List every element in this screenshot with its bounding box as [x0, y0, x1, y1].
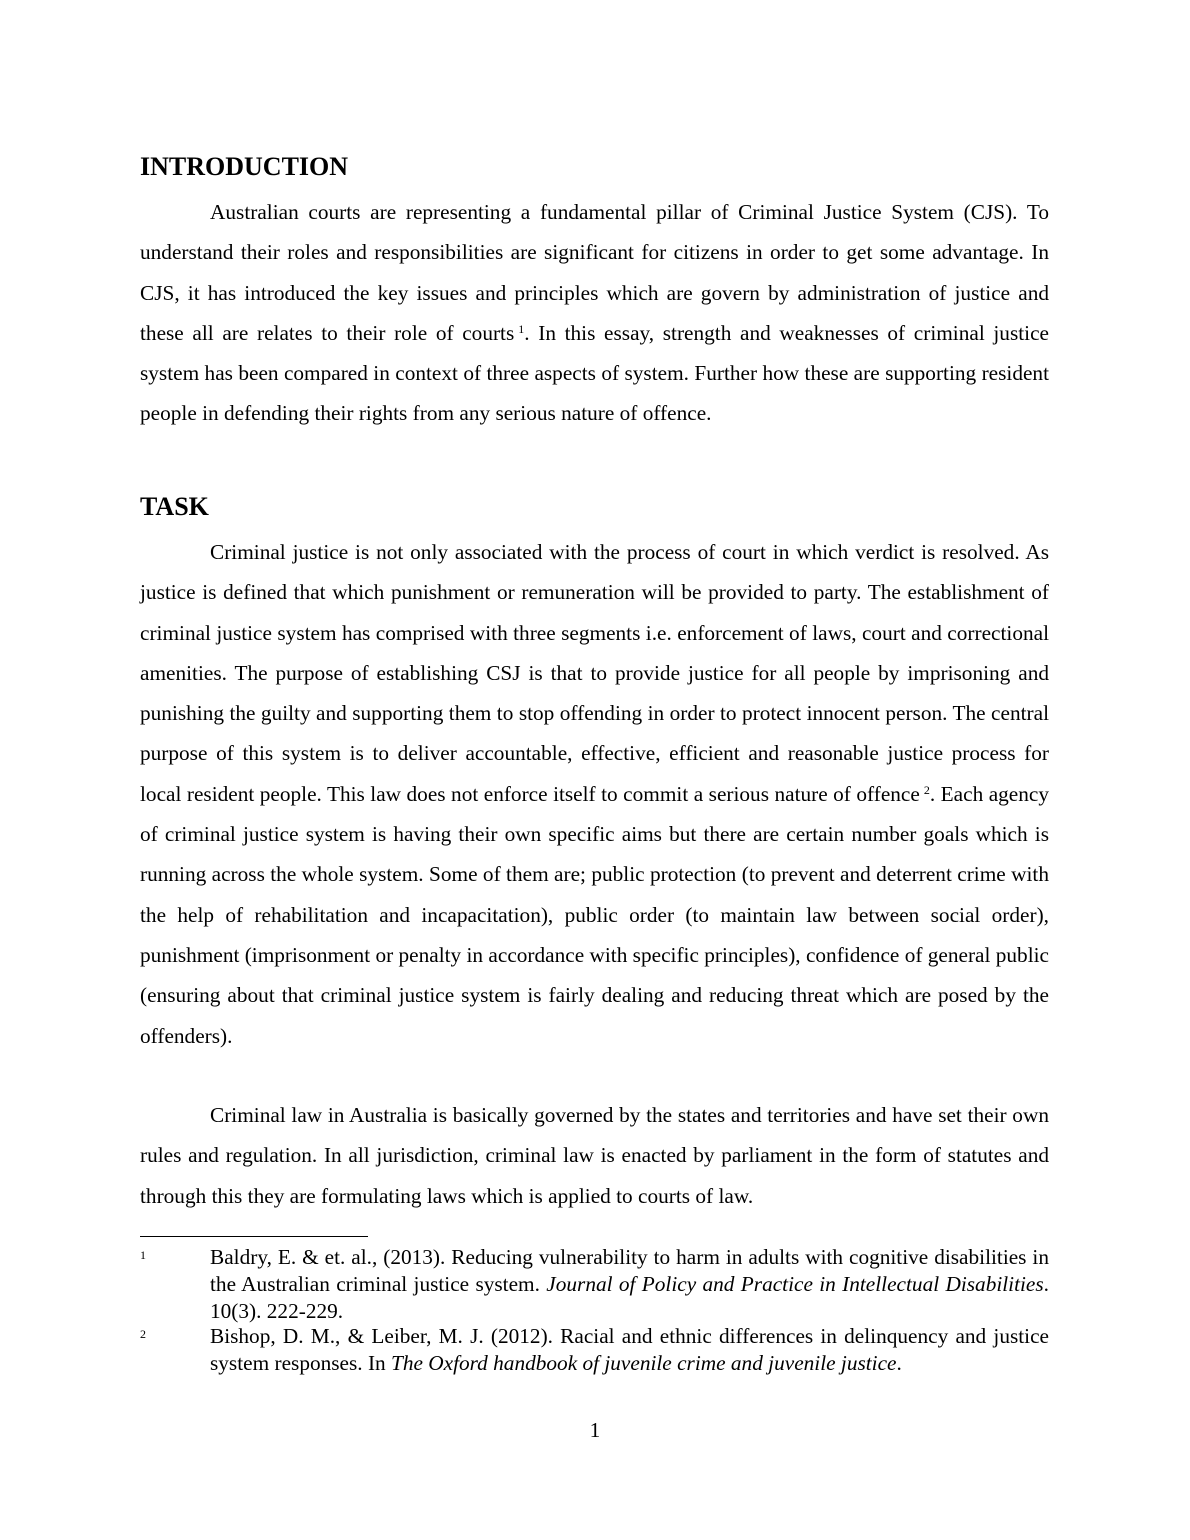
task-paragraph-1: [140, 532, 1049, 1056]
footnote-citation: Bishop, D. M., & Leiber, M. J. (2012). Racial and ethnic differences in delinquency and justice system responses. In: [210, 1324, 1049, 1375]
footnote-book-title: The Oxford handbook of juvenile crime and juvenile justice: [391, 1351, 897, 1375]
footnote-number: 2: [140, 1327, 146, 1341]
task-text-part2: . Each agency of criminal justice system is having their own specific aims but there are certain number goals which is running across the whole system. Some of them are; public protection (to prevent and deterrent crime with the help of rehabilitation and incapacitation), public order (to maintain law between social order), punishment (imprisonment or penalty in accordance with specific principles), confidence of general public (ensuring about that criminal justice system is fairly dealing and reducing threat which are posed by the offenders).: [140, 781, 1049, 1048]
footnote-citation-end: . 10(3). 222-229.: [210, 1272, 1049, 1323]
footnote-citation: Baldry, E. & et. al., (2013). Reducing vulnerability to harm in adults with cognitive disabilities in the Australian criminal justice system.: [210, 1245, 1049, 1296]
task-paragraph-2: Criminal law in Australia is basically governed by the states and territories and have set their own rules and regulation. In all jurisdiction, criminal law is enacted by parliament in the form of statutes and through this they are formulating laws which is applied to courts of law.: [140, 1103, 1049, 1208]
footnote-2: [140, 1323, 1049, 1377]
footnote-journal-title: Journal of Policy and Practice in Intellectual Disabilities: [546, 1272, 1044, 1296]
page-number: 1: [589, 1418, 601, 1442]
footnote-reference-1[interactable]: 1: [518, 321, 525, 336]
task-heading: TASK: [140, 492, 209, 521]
footnote-number: 1: [140, 1248, 146, 1262]
introduction-text-part2: . In this essay, strength and weaknesses of criminal justice system has been compared in context of three aspects of system. Further how these are supporting resident people in defending their rights from any serious nature of offence.: [140, 320, 1049, 426]
introduction-heading: INTRODUCTION: [140, 152, 349, 181]
introduction-paragraph: [140, 192, 1049, 434]
footnote-citation-end: .: [896, 1351, 902, 1375]
footnote-text: [210, 1323, 1049, 1377]
footnote-separator: [140, 1236, 368, 1237]
footnote-text: [210, 1244, 1049, 1325]
footnote-1: [140, 1244, 1049, 1325]
introduction-text-part1: Australian courts are representing a fundamental pillar of Criminal Justice System (CJS). To understand their roles and responsibilities are significant for citizens in order to get some advantage. In CJS, it has introduced the key issues and principles which are govern by administration of justice and these all are relates to their role of courts: [140, 200, 1049, 345]
task-text-part1: Criminal justice is not only associated with the process of court in which verdict is resolved. As justice is defined that which punishment or remuneration will be provided to party. The establishment of criminal justice system has comprised with three segments i.e. enforcement of laws, court and correctional amenities. The purpose of establishing CSJ is that to provide justice for all people by imprisoning and punishing the guilty and supporting them to stop offending in order to protect innocent person. The central purpose of this system is to deliver accountable, effective, efficient and reasonable justice process for local resident people. This law does not enforce itself to commit a serious nature of offence: [140, 540, 1049, 806]
footnote-reference-2[interactable]: 2: [923, 782, 930, 797]
